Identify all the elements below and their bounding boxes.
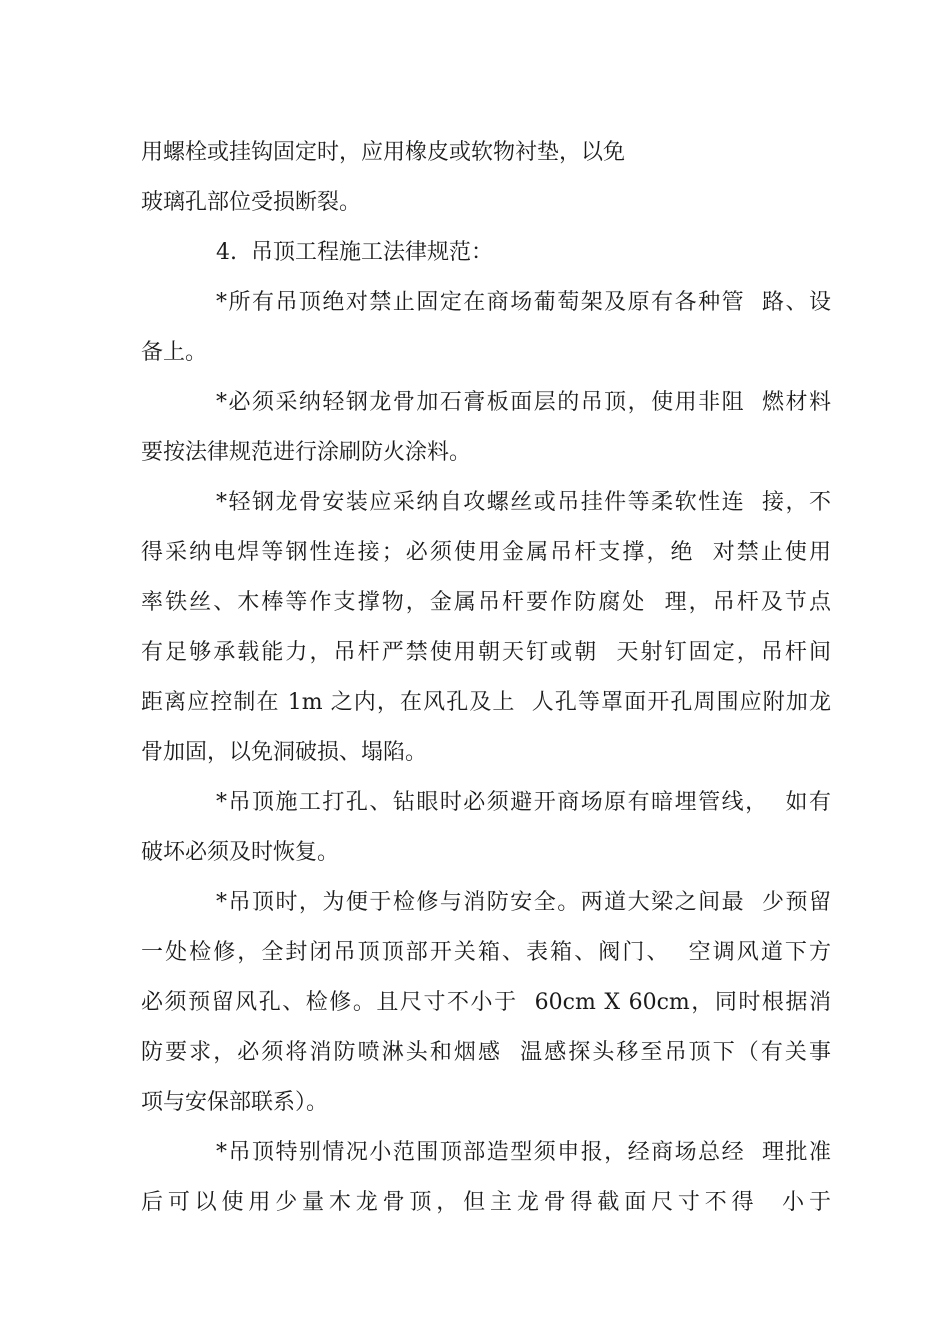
text-line: 骨加固，以免洞破损、塌陷。 [141,740,428,765]
text-line: 防要求，必须将消防喷淋头和烟感 温感探头移至吊顶下（有关事 [141,1040,831,1065]
text-line: *吊顶时，为便于检修与消防安全。两道大梁之间最 少预留 [216,890,831,915]
text-line: 备上。 [141,340,208,365]
text-line: *所有吊顶绝对禁止固定在商场葡萄架及原有各种管 路、设 [216,290,831,315]
section-heading: 4. 吊顶工程施工法律规范： [216,240,493,265]
text-line: *吊顶特别情况小范围顶部造型须申报，经商场总经 理批准 [216,1140,831,1165]
text-line: 项与安保部联系）。 [141,1090,329,1115]
text-line: 玻璃孔部位受损断裂。 [141,190,362,215]
text-line: 得采纳电焊等钢性连接；必须使用金属吊杆支撑，绝 对禁止使用 [141,540,831,565]
text-line: 有足够承载能力，吊杆严禁使用朝天钉或朝 天射钉固定，吊杆间 [141,640,831,665]
text-line: 后可以使用少量木龙骨顶，但主龙骨得截面尺寸不得 小于 [141,1190,831,1215]
text-line: 要按法律规范进行涂刷防火涂料。 [141,440,472,465]
text-line: 破坏必须及时恢复。 [141,840,340,865]
text-line: 用螺栓或挂钩固定时，应用橡皮或软物衬垫，以免 [141,140,626,165]
text-line: 必须预留风孔、检修。且尺寸不小于 60cm X 60cm，同时根据消 [141,990,831,1015]
text-line: 一处检修，全封闭吊顶顶部开关箱、表箱、阀门、 空调风道下方 [141,940,831,965]
text-line: 率铁丝、木棒等作支撑物，金属吊杆要作防腐处 理，吊杆及节点 [141,590,831,615]
text-line: *必须采纳轻钢龙骨加石膏板面层的吊顶，使用非阻 燃材料 [216,390,831,415]
text-line: *吊顶施工打孔、钻眼时必须避开商场原有暗埋管线， 如有 [216,790,831,815]
text-line: 距离应控制在 1m 之内，在风孔及上 人孔等罩面开孔周围应附加龙 [141,690,831,715]
text-line: *轻钢龙骨安装应采纳自攻螺丝或吊挂件等柔软性连 接，不 [216,490,831,515]
